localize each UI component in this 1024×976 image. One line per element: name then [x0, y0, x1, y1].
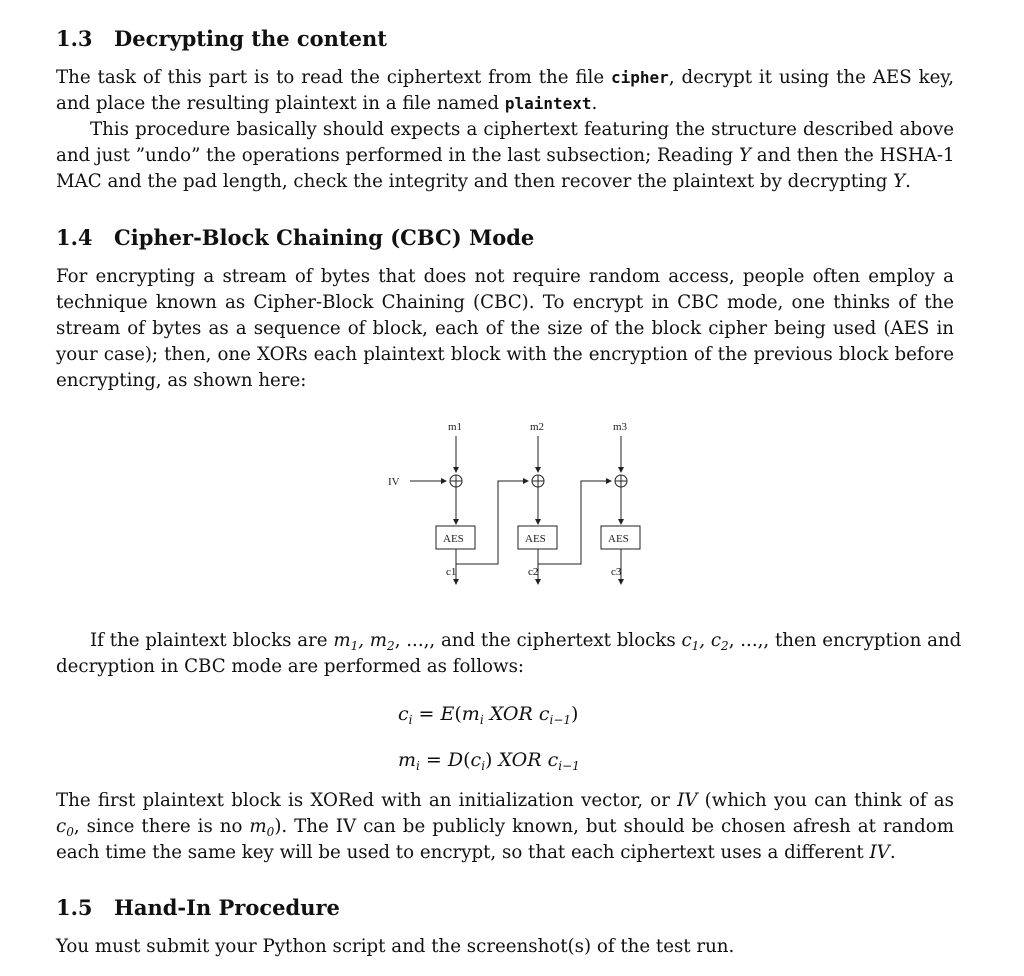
- cbc-diagram-outputs: [380, 588, 660, 610]
- eq-sub: i−1: [549, 713, 572, 727]
- text-run: , then encryption and: [763, 630, 962, 651]
- text-line: technique known as Cipher-Block Chaining (CBC). To encrypt in CBC mode, one thinks of the: [56, 292, 954, 313]
- eq-c: c: [470, 749, 482, 771]
- text-run: (which you can think of as: [697, 790, 954, 811]
- text-line: decryption in CBC mode are performed as follows:: [56, 656, 525, 677]
- output-c2-label: c2: [528, 566, 539, 578]
- eq-sub: i: [408, 713, 413, 727]
- eq-lhs: m: [398, 749, 417, 771]
- ellipsis: , ...,: [394, 630, 430, 651]
- eq-xor: XOR: [492, 749, 548, 771]
- input-m3: m3: [613, 421, 628, 433]
- text-run: MAC and the pad length, check the integrity and then recover the plaintext by decrypting: [56, 171, 894, 192]
- eq-sub: i: [481, 759, 486, 773]
- text-run: The task of this part is to read the ciphertext from the file: [56, 67, 612, 88]
- eq-paren: (: [454, 703, 462, 725]
- text-run: , and the ciphertext blocks: [429, 630, 682, 651]
- text-line: your case); then, one XORs each plaintext block with the encryption of the previous block before: [56, 344, 954, 365]
- aes-block-2: AES: [525, 533, 546, 545]
- code-filename-plaintext: plaintext: [504, 94, 592, 113]
- paragraph-1-4-b: [56, 628, 962, 680]
- section-number: 1.5: [56, 895, 93, 920]
- math-c-sequence: $c_1$, $c_2$: [681, 630, 729, 653]
- text-run: If the plaintext blocks are: [90, 630, 334, 651]
- math-y: Y: [893, 171, 906, 192]
- eq-equals: =: [412, 703, 441, 725]
- cbc-diagram: [380, 410, 660, 590]
- eq-paren: ): [485, 749, 493, 771]
- eq-lhs: c: [398, 703, 409, 725]
- text-line: You must submit your Python script and the screenshot(s) of the test run.: [56, 936, 735, 957]
- section-heading-1-3: [56, 26, 387, 51]
- eq-sub: i: [416, 759, 420, 773]
- text-run: , since there is no: [73, 816, 250, 837]
- section-heading-1-4: [56, 225, 534, 250]
- text-run: ). The IV can be publicly known, but should be chosen afresh at random: [274, 816, 954, 837]
- iv-label: IV: [388, 476, 400, 488]
- eq-xor: XOR: [483, 703, 539, 725]
- paragraph-1-5: [56, 934, 954, 960]
- eq-fn: E: [440, 703, 455, 725]
- text-run: The first plaintext block is XORed with an initialization vector, or: [56, 790, 678, 811]
- eq-paren: ): [571, 703, 579, 725]
- paragraph-1-4-a: [56, 264, 954, 394]
- eq-equals: =: [419, 749, 448, 771]
- eq-fn: D: [447, 749, 464, 771]
- math-iv: IV: [869, 842, 890, 863]
- section-title: Decrypting the content: [114, 26, 387, 51]
- eq-c: c: [538, 703, 550, 725]
- output-c1-label: c1: [446, 566, 457, 578]
- math-iv: IV: [677, 790, 698, 811]
- equation-encrypt: [398, 703, 578, 725]
- section-number: 1.3: [56, 26, 93, 51]
- text-run: and just ”undo” the operations performed in the last subsection; Reading: [56, 145, 739, 166]
- math-y: Y: [738, 145, 751, 166]
- math-m-sequence: $m_1$, $m_2$: [333, 630, 395, 653]
- text-run: , decrypt it using the AES key,: [668, 67, 954, 88]
- text-run: .: [591, 93, 598, 114]
- text-run: and then the HSHA-1: [750, 145, 955, 166]
- text-run: .: [889, 842, 896, 863]
- text-run: each time the same key will be used to encrypt, so that each ciphertext uses a different: [56, 842, 870, 863]
- math-c0: $c_0$: [56, 816, 74, 839]
- text-run: and place the resulting plaintext in a file named: [56, 93, 505, 114]
- eq-paren: (: [463, 749, 471, 771]
- eq-m: m: [461, 703, 480, 725]
- section-title: Cipher-Block Chaining (CBC) Mode: [114, 225, 535, 250]
- eq-sub: i: [479, 713, 484, 727]
- ellipsis: , ...,: [728, 630, 764, 651]
- paragraph-1-3-b: [56, 117, 954, 195]
- section-title: Hand-In Procedure: [114, 895, 340, 920]
- text-line: stream of bytes as a sequence of block, each of the size of the block cipher being used (AES in: [56, 318, 954, 339]
- text-line: For encrypting a stream of bytes that does not require random access, people often employ a: [56, 266, 954, 287]
- eq-c: c: [547, 749, 559, 771]
- input-m1: m1: [448, 421, 463, 433]
- section-heading-1-5: [56, 895, 340, 920]
- equation-decrypt: [398, 749, 580, 771]
- aes-block-3: AES: [608, 533, 629, 545]
- aes-block-1: AES: [443, 533, 464, 545]
- eq-sub: i−1: [558, 759, 580, 773]
- code-filename-cipher: cipher: [611, 68, 669, 87]
- output-c3-label: c3: [611, 566, 622, 578]
- paragraph-1-3-a: [56, 65, 954, 117]
- text-run: .: [905, 171, 911, 192]
- text-line: This procedure basically should expects a ciphertext featuring the structure described above: [90, 119, 954, 140]
- input-m2: m2: [530, 421, 545, 433]
- text-line: encrypting, as shown here:: [56, 370, 307, 391]
- paragraph-1-4-c: [56, 788, 954, 866]
- section-number: 1.4: [56, 225, 93, 250]
- math-m0: $m_0$: [249, 816, 275, 839]
